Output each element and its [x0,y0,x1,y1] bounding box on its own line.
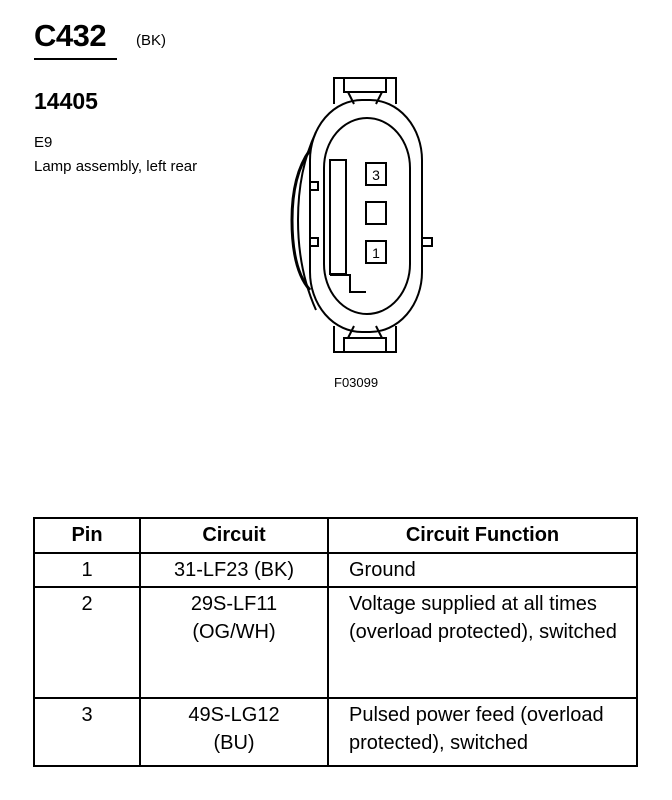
circuit-line: (BU) [213,732,255,754]
table-header-row [34,518,637,553]
housing-shell-left [292,150,310,290]
circuit-line: 31-LF23 (BK) [173,559,295,581]
table-row [34,698,637,766]
cell-circuit [140,553,328,587]
header-circuit: Circuit [140,518,328,553]
cavity-slot [330,160,346,274]
terminal-2 [366,202,386,224]
polarization-key [330,275,366,292]
function-line: Voltage supplied at all times [349,593,597,615]
cell-pin: 2 [34,587,140,698]
connector-face-diagram [270,70,450,360]
cell-circuit [140,587,328,698]
function-line: Pulsed power feed (overload [349,704,604,726]
circuit-line: 49S-LG12 [188,704,280,726]
pin-1-label: 1 [372,245,380,261]
figure-id: F03099 [334,375,379,390]
table-row [34,587,637,698]
function-line: protected), switched [349,732,528,754]
cell-circuit [140,698,328,766]
part-number: 14405 [34,88,98,114]
location-code: E9 [34,134,53,151]
cell-pin: 1 [34,553,140,587]
cell-pin: 3 [34,698,140,766]
connector-color: (BK) [136,32,166,49]
table-row [34,553,637,587]
header-pin: Pin [34,518,140,553]
pin-3-label: 3 [372,167,380,183]
connector-id: C432 [34,18,107,53]
header-circuit-function: Circuit Function [328,518,637,553]
pin-table [33,517,638,767]
connector-id-underline [34,58,117,60]
cell-function [328,698,637,766]
function-line: (overload protected), switched [349,621,617,643]
cell-function [328,553,637,587]
cell-function [328,587,637,698]
function-line: Ground [349,559,416,581]
circuit-line: 29S-LF11 [190,593,278,615]
circuit-line: (OG/WH) [192,621,276,643]
component-description: Lamp assembly, left rear [34,158,198,175]
